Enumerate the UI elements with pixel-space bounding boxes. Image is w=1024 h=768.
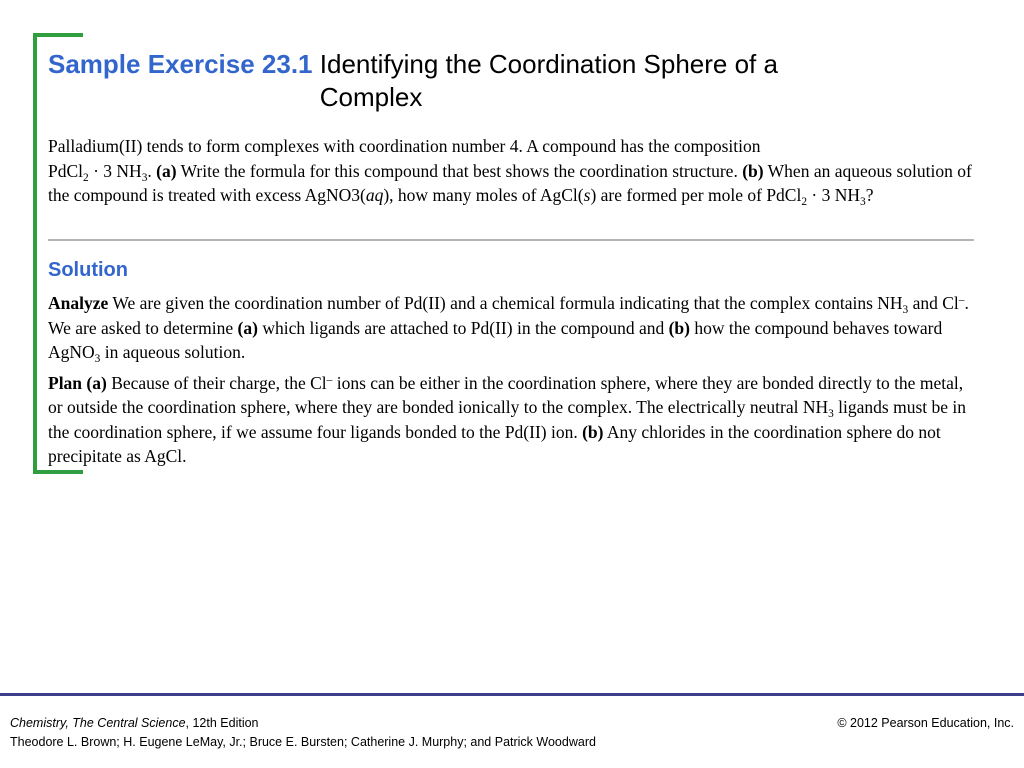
subscript: 3 [94,353,101,365]
superscript: – [326,373,333,386]
exercise-title: Identifying the Coordination Sphere of a Complex [319,49,778,112]
part-b-label: (b) [668,317,690,338]
text-run: Any chlorides in the coordination sphere do not precipitate as AgCl. [48,421,941,466]
text-run: ligands must be in the coordination sphere, if we assume four ligands bonded to the Pd(II) ion. [48,397,967,442]
part-b-label: (b) [582,421,604,442]
problem-line-1: Palladium(II) tends to form complexes with coordination number 4. A compound has the composition [48,136,761,156]
footer-rule [0,693,1024,696]
problem-statement [48,134,978,208]
plan-label: Plan [48,372,83,393]
analyze-paragraph [48,291,978,365]
text-run: and Cl [908,293,959,313]
footer-copyright: © 2012 Pearson Education, Inc. [837,716,1014,730]
formula-text: · 3 NH [88,160,142,181]
footer-book-line [10,714,770,733]
text-run: ), how many moles of AgCl( [383,185,584,205]
subscript: 2 [83,171,89,184]
text-run: Write the formula for this compound that best shows the coordination structure. [176,160,743,181]
state-s: s [583,185,591,205]
analyze-label: Analyze [48,293,109,313]
text-run: in aqueous solution. [100,342,246,362]
part-a-label: (a) [156,160,177,181]
subscript: 2 [801,196,808,208]
problem-text [48,159,978,208]
text-run: Because of their charge, the Cl [106,372,327,393]
text-run: . We are asked to determine [48,293,969,338]
book-title: Chemistry, The Central Science [10,716,186,730]
footer-credits [10,714,770,752]
formula-text: · 3 NH [807,185,861,205]
subscript: 3 [828,408,834,420]
subscript: 3 [860,196,866,208]
text-run: ions can be either in the coordination sphere, where they are bonded directly to the metal, or outside the coordination sphere, where they are bonded ionically to the complex. The electrically neutral NH [48,372,964,417]
book-edition: , 12th Edition [185,716,259,730]
subscript: 3 [902,304,909,316]
solution-body [48,291,978,475]
text-run: how the compound behaves toward AgNO [48,317,943,362]
text-run: ? [865,185,874,205]
superscript: – [958,294,965,306]
text-run: ) are formed per mole of PdCl [590,185,802,205]
text-run: . [147,160,157,181]
footer-authors: Theodore L. Brown; H. Eugene LeMay, Jr.; Bruce E. Bursten; Catherine J. Murphy; and Patrick Woodward [10,735,596,749]
text-run: We are given the coordination number of Pd(II) and a chemical formula indicating that the complex contains NH [108,293,903,313]
text-run: When an aqueous solution of the compound is treated with excess AgNO3( [48,160,972,205]
subscript: 3 [141,171,148,184]
text-run: which ligands are attached to Pd(II) in the compound and [257,317,669,338]
plan-paragraph [48,371,978,469]
part-b-label: (b) [742,160,764,181]
divider [48,239,974,241]
formula-text: PdCl [48,160,84,181]
part-a-label: (a) [237,317,258,338]
slide-title [48,48,928,114]
solution-heading: Solution [48,259,128,281]
exercise-number: Sample Exercise 23.1 [48,49,313,79]
state-aq: aq [365,185,384,205]
part-a-label: (a) [86,372,107,393]
